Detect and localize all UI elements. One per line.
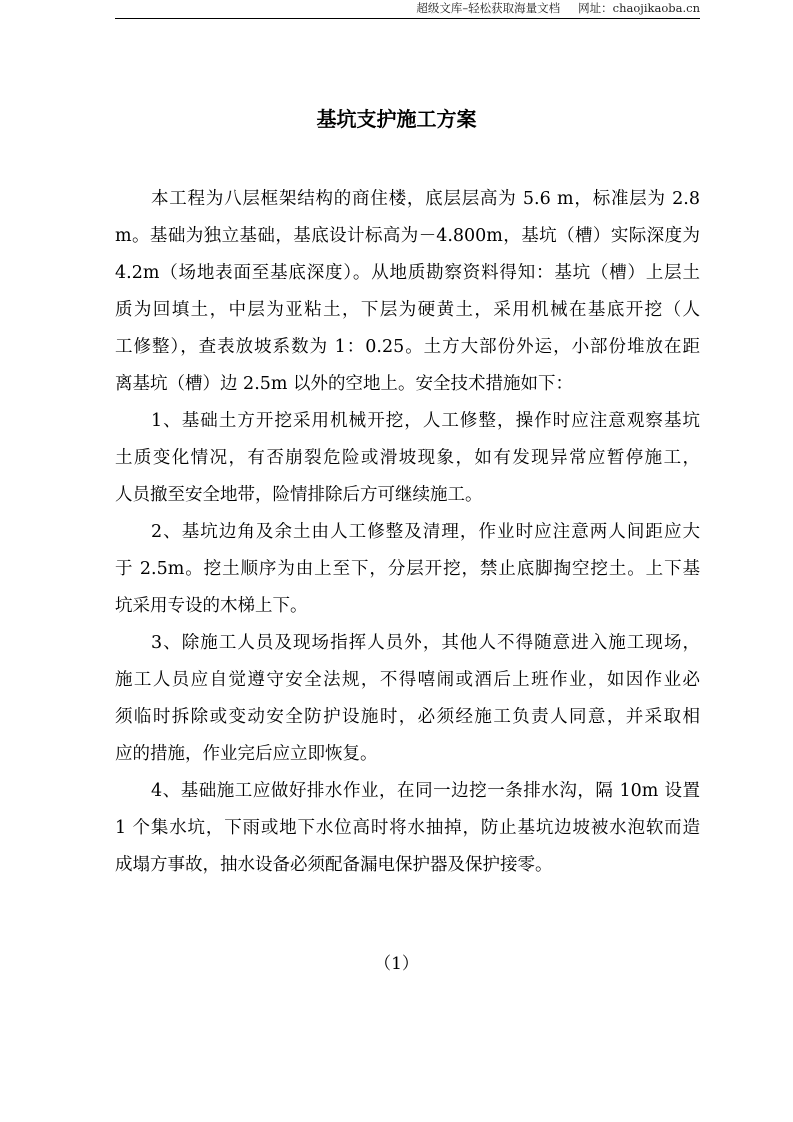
paragraph-line: 须临时拆除或变动安全防护设施时，必须经施工负责人同意，并采取相: [115, 707, 700, 727]
paragraph: [115, 407, 700, 518]
paragraph-line: 离基坑（槽）边 2.5m 以外的空地上。安全技术措施如下：: [115, 374, 574, 394]
page-header: [115, 1, 700, 19]
paragraph-line: 应的措施，作业完后应立即恢复。: [115, 744, 378, 764]
paragraph: [115, 629, 700, 777]
paragraph-line: 施工人员应自觉遵守安全法规，不得嘻闹或酒后上班作业，如因作业必: [115, 670, 700, 690]
paragraph-line: 本工程为八层框架结构的商住楼，底层层高为 5.6 m，标准层为 2.8: [151, 189, 700, 209]
paragraph-line: 质为回填土，中层为亚粘土，下层为硬黄土，采用机械在基底开挖（人: [115, 300, 700, 320]
paragraph-line: 成塌方事故，抽水设备必须配备漏电保护器及保护接零。: [115, 855, 553, 875]
document-body: [115, 185, 700, 888]
paragraph: [115, 518, 700, 629]
paragraph-line: 坑采用专设的木梯上下。: [115, 596, 308, 616]
paragraph-line: 工修整），查表放坡系数为 1：0.25。土方大部份外运，小部份堆放在距: [115, 337, 700, 357]
paragraph-line: 1、基础土方开挖采用机械开挖，人工修整，操作时应注意观察基坑: [151, 411, 700, 431]
paragraph-line: 3、除施工人员及现场指挥人员外，其他人不得随意进入施工现场，: [151, 633, 700, 653]
paragraph: [115, 185, 700, 407]
paragraph-line: 于 2.5m。挖土顺序为由上至下，分层开挖，禁止底脚掏空挖土。上下基: [115, 559, 700, 579]
paragraph-line: 4.2m（场地表面至基底深度）。从地质勘察资料得知：基坑（槽）上层土: [115, 263, 700, 283]
paragraph-line: 1 个集水坑，下雨或地下水位高时将水抽掉，防止基坑边坡被水泡软而造: [115, 818, 700, 838]
paragraph: [115, 777, 700, 888]
paragraph-line: m。基础为独立基础，基底设计标高为－4.800m，基坑（槽）实际深度为: [115, 226, 700, 246]
paragraph-line: 4、基础施工应做好排水作业，在同一边挖一条排水沟，隔 10m 设置: [151, 781, 700, 801]
header-site-url: 网址：chaojikaoba.cn: [578, 1, 700, 15]
paragraph-line: 人员撤至安全地带，险情排除后方可继续施工。: [115, 485, 483, 505]
paragraph-line: 2、基坑边角及余土由人工修整及清理，作业时应注意两人间距应大: [151, 522, 700, 542]
page-number: （1）: [374, 954, 419, 974]
paragraph-line: 土质变化情况，有否崩裂危险或滑坡现象，如有发现异常应暂停施工，: [115, 448, 700, 468]
header-site-slogan: 超级文库–轻松获取海量文档: [416, 1, 561, 15]
document-title: 基坑支护施工方案: [316, 107, 477, 131]
